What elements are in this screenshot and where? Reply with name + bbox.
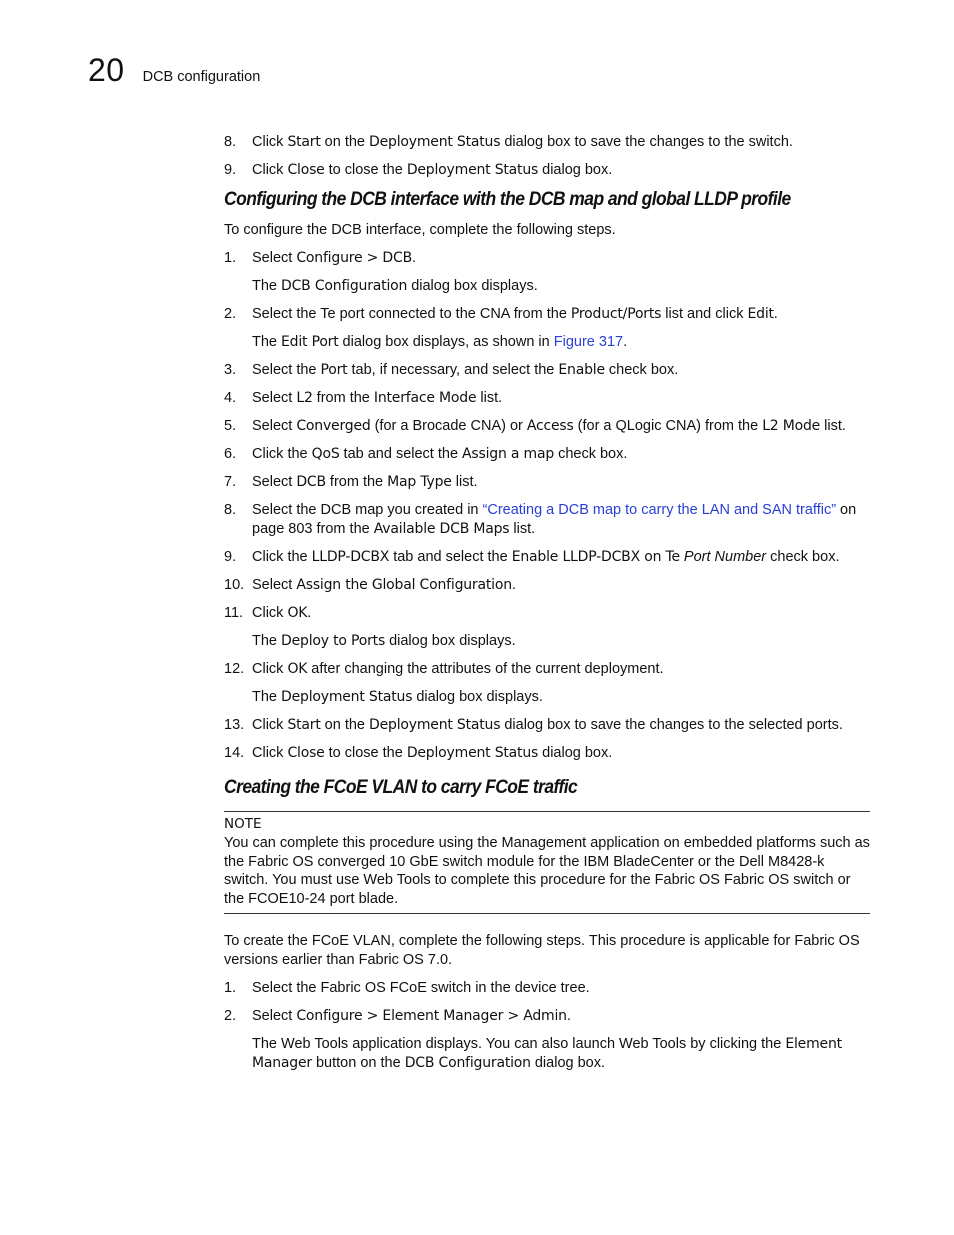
step-result-text: The DCB Configuration dialog box displays.: [252, 278, 538, 294]
step-text: Select Converged (for a Brocade CNA) or Access (for a QLogic CNA) from the L2 Mode list.: [252, 418, 846, 434]
step-item: [224, 501, 870, 539]
ui-term: Deployment Status: [369, 134, 501, 150]
step-text: Select the Port tab, if necessary, and select the Enable check box.: [252, 362, 679, 378]
step-number: 9.: [224, 162, 237, 178]
section-heading-dcb-interface: Configuring the DCB interface with the DCB map and global LLDP profile: [224, 189, 791, 210]
ui-term: Access: [526, 418, 574, 434]
step-item: [224, 576, 870, 595]
step-text: Click Close to close the Deployment Status dialog box.: [252, 745, 613, 761]
cross-reference-link[interactable]: Figure 317: [553, 334, 624, 350]
step-text: Select Configure > DCB.: [252, 250, 417, 266]
ui-term: Element Manager: [252, 1036, 842, 1072]
step-number: 10.: [224, 577, 245, 593]
step-number: 4.: [224, 390, 237, 406]
step-item: [224, 548, 870, 567]
ui-term: Map Type: [387, 474, 452, 490]
step-text: Click Start on the Deployment Status dialog box to save the changes to the selected ports.: [252, 717, 843, 733]
ui-term: Edit: [747, 306, 774, 322]
step-item: [224, 716, 870, 735]
ui-term: DCB Configuration: [404, 1055, 531, 1072]
ui-term: Deploy to Ports: [281, 633, 386, 649]
ui-term: Deployment Status: [406, 745, 539, 761]
step-number: 14.: [224, 745, 245, 761]
step-text: Select Configure > Element Manager > Admin.: [252, 1008, 571, 1025]
ui-term: DCB Configuration: [281, 278, 408, 294]
step-number: 1.: [224, 980, 237, 997]
step-text: Select DCB from the Map Type list.: [252, 474, 478, 490]
ui-term: Interface Mode: [373, 390, 477, 406]
ui-term: OK: [287, 661, 308, 677]
ui-term: Product/Ports: [570, 306, 662, 322]
ui-term: Edit Port: [281, 334, 339, 350]
ui-term: OK: [287, 605, 308, 621]
section1-steps-list: [224, 249, 870, 763]
step-item: [224, 473, 870, 492]
step-number: 13.: [224, 717, 245, 733]
step-text: Select Assign the Global Configuration.: [252, 577, 516, 593]
step-text: Select the Fabric OS FCoE switch in the device tree.: [252, 980, 590, 997]
step-number: 1.: [224, 250, 237, 266]
step-result-text: The Deployment Status dialog box displays.: [252, 689, 543, 705]
section1-intro: To configure the DCB interface, complete the following steps.: [224, 222, 616, 238]
step-item: [224, 445, 870, 464]
ui-term: L2: [296, 390, 313, 406]
step-number: 6.: [224, 446, 237, 462]
cross-reference-link[interactable]: “Creating a DCB map to carry the LAN and SAN traffic”: [482, 502, 837, 518]
step-result-text: The Web Tools application displays. You can also launch Web Tools by clicking the Element Manager button on the DCB Configuration dialog box.: [252, 1036, 842, 1072]
ui-term: Assign the Global Configuration: [296, 577, 512, 593]
step-text: Click OK.: [252, 605, 312, 621]
step-number: 8.: [224, 502, 237, 518]
step-number: 3.: [224, 362, 237, 378]
step-item: [224, 249, 870, 268]
step-item: [224, 361, 870, 380]
step-item: [224, 660, 870, 679]
page-header: [88, 52, 260, 92]
step-number: 5.: [224, 418, 237, 434]
ui-term: Close: [287, 162, 325, 178]
step-item: [224, 389, 870, 408]
step-item: [224, 305, 870, 324]
variable-term: Port Number: [683, 549, 767, 565]
note-label: NOTE: [224, 816, 262, 832]
step-number: 2.: [224, 1008, 237, 1025]
ui-term: LLDP-DCBX: [311, 549, 390, 565]
ui-term: DCB: [296, 474, 326, 490]
step-item: [224, 161, 870, 180]
ui-term: Configure > DCB: [296, 250, 412, 266]
ui-term: Port: [320, 362, 348, 378]
section-heading-fcoe-vlan: Creating the FCoE VLAN to carry FCoE traffic: [224, 777, 578, 798]
step-text: Select the Te port connected to the CNA from the Product/Ports list and click Edit.: [252, 306, 778, 322]
ui-term: QoS: [311, 446, 340, 462]
step-item: [224, 133, 870, 152]
step-result-text: The Deploy to Ports dialog box displays.: [252, 633, 516, 649]
step-text: Click Start on the Deployment Status dialog box to save the changes to the switch.: [252, 134, 793, 150]
step-text: Click the QoS tab and select the Assign a map check box.: [252, 446, 628, 462]
step-text: Select L2 from the Interface Mode list.: [252, 390, 503, 406]
ui-term: Start: [287, 717, 321, 733]
page-content: [224, 133, 870, 1082]
ui-term: Enable: [558, 362, 605, 378]
step-text: Click OK after changing the attributes of the current deployment.: [252, 661, 664, 677]
step-item: [224, 744, 870, 763]
step-number: 9.: [224, 549, 237, 565]
step-text: Click Close to close the Deployment Status dialog box.: [252, 162, 613, 178]
ui-term: Assign a map: [462, 446, 555, 462]
step-number: 12.: [224, 661, 245, 677]
step-number: 7.: [224, 474, 237, 490]
note-text: You can complete this procedure using the Management application on embedded platforms such as the Fabric OS converged 10 GbE switch module for the IBM BladeCenter or the Dell M8428-k switch. You must use Web Tools to complete this procedure for the Fabric OS Fabric OS switch or the FCOE10-24 port blade.: [224, 835, 870, 907]
step-number: 11.: [224, 605, 244, 621]
note-box: [224, 811, 870, 914]
step-result-text: The Edit Port dialog box displays, as shown in Figure 317.: [252, 334, 628, 350]
ui-term: Deployment Status: [281, 689, 413, 705]
ui-term: Converged: [296, 418, 371, 434]
step-item: [224, 417, 870, 436]
step-text: Select the DCB map you created in “Creating a DCB map to carry the LAN and SAN traffic” on page 803 from the Available DCB Maps list.: [252, 502, 857, 537]
section2-steps-list: [224, 979, 870, 1073]
ui-term: Deployment Status: [406, 162, 539, 178]
ui-term: Close: [287, 745, 325, 761]
step-text: Click the LLDP-DCBX tab and select the Enable LLDP-DCBX on Te Port Number check box.: [252, 549, 840, 565]
step-item: [224, 604, 870, 623]
chapter-title: DCB configuration: [142, 69, 261, 85]
ui-term: Enable LLDP-DCBX on Te: [511, 549, 680, 565]
section2-intro: To create the FCoE VLAN, complete the following steps. This procedure is applicable for Fabric OS versions earlier than Fabric OS 7.0.: [224, 933, 860, 969]
ui-term: Available DCB Maps: [373, 521, 510, 537]
step-item: [224, 1007, 870, 1026]
ui-term: L2 Mode: [762, 418, 821, 434]
ui-term: Deployment Status: [369, 717, 501, 733]
ui-term: Start: [287, 134, 321, 150]
step-number: 2.: [224, 306, 237, 322]
step-item: [224, 979, 870, 998]
top-steps-list: [224, 133, 870, 180]
ui-term: Configure > Element Manager > Admin: [296, 1008, 567, 1025]
step-number: 8.: [224, 134, 237, 150]
chapter-number: 20: [88, 52, 125, 88]
